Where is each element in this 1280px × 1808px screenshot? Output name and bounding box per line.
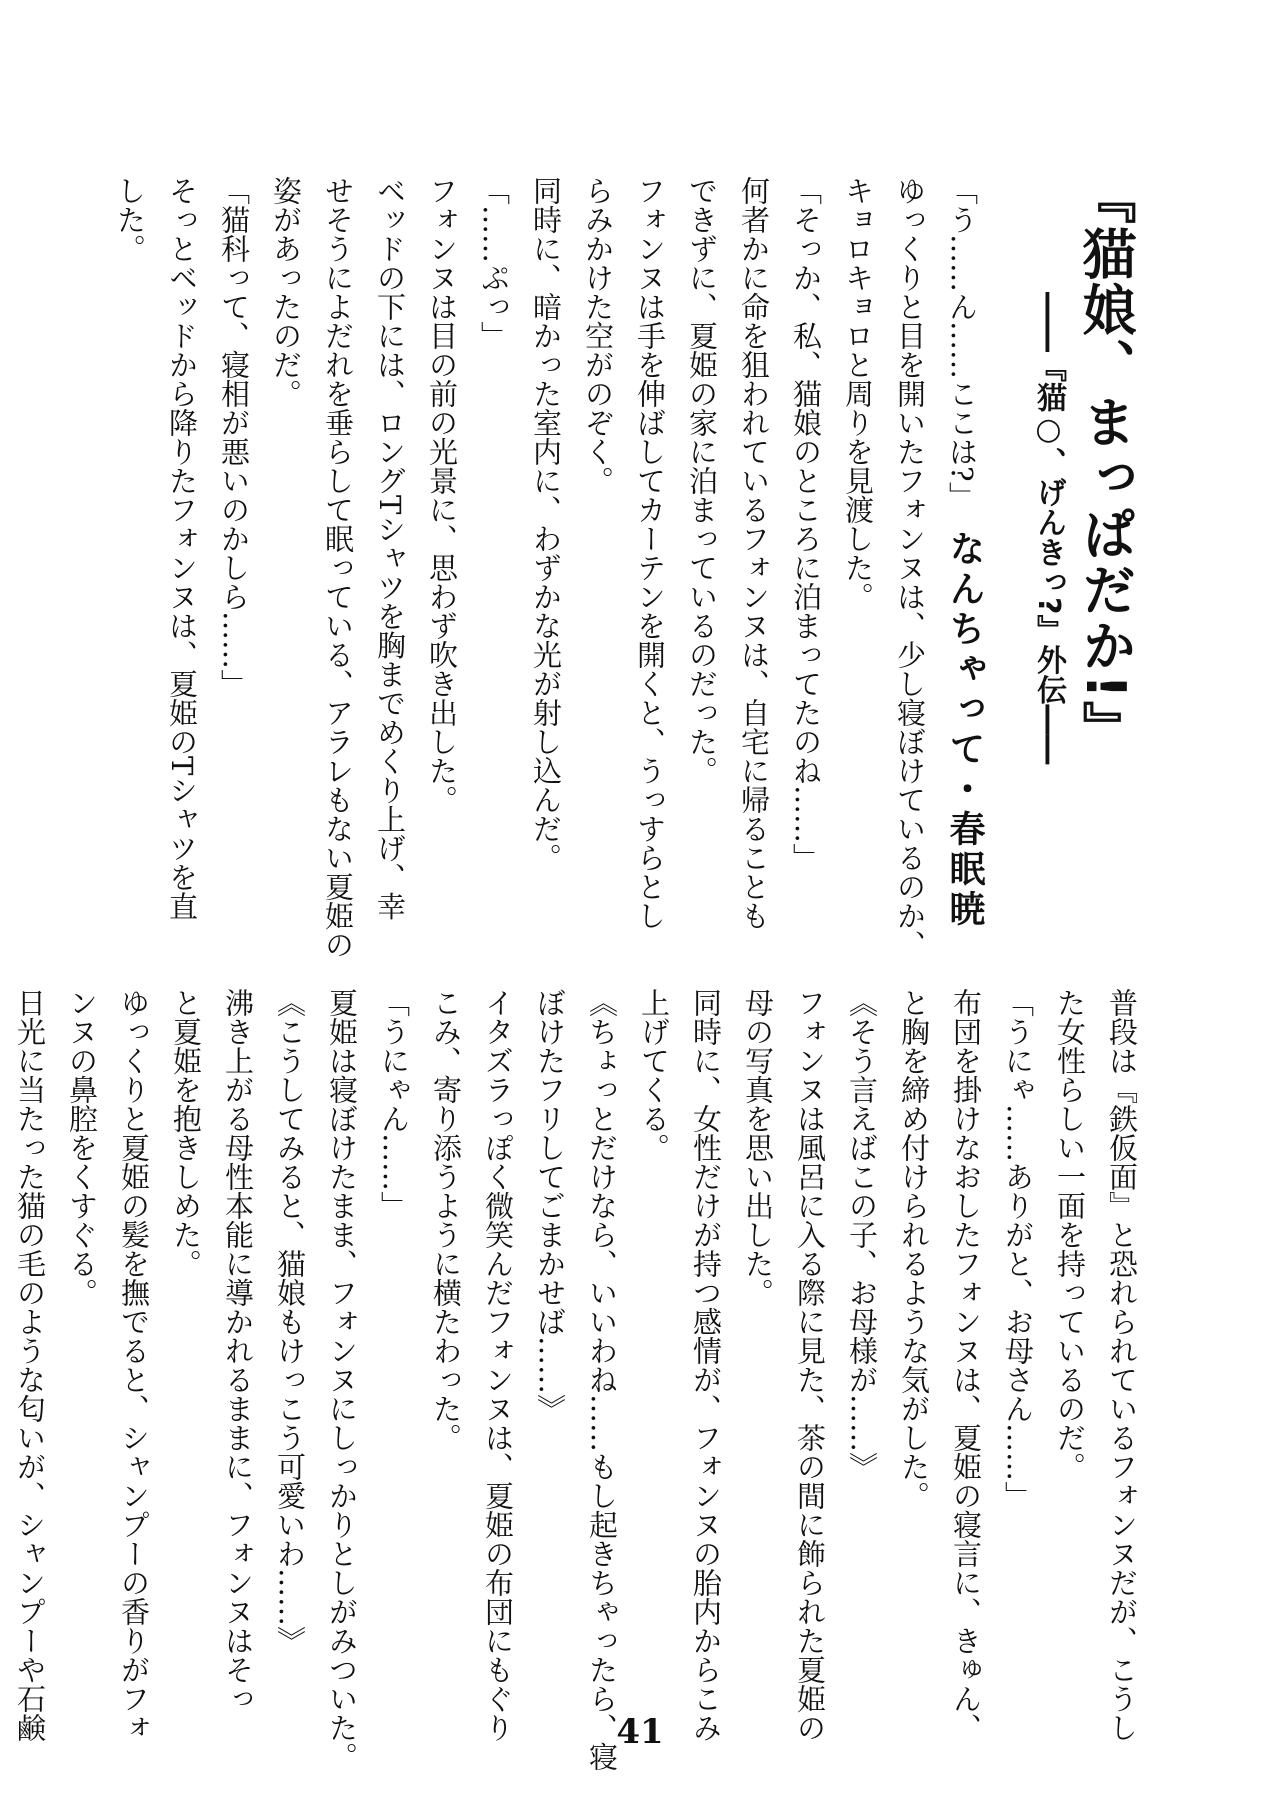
story-subtitle: ――『猫○、げんきっ?』外伝―― <box>1031 292 1066 765</box>
text-line: と夏姫を抱きしめた。 <box>169 988 203 1278</box>
text-line: 《そう言えばこの子、お母様が……》 <box>845 988 879 1481</box>
text-line: らみかけた空がのぞく。 <box>581 176 615 495</box>
text-line: 「……ぷっ」 <box>477 176 511 350</box>
text-line: 「猫科って、寝相が悪いのかしら……」 <box>217 176 251 698</box>
text-line: 日光に当たった猫の毛のような匂いが、シャンプーや石鹸 <box>13 988 47 1742</box>
text-line: 沸き上がる母性本能に導かれるままに、フォンヌはそっ <box>221 988 255 1713</box>
text-line <box>0 988 4 1678</box>
upper-text-block <box>104 176 988 959</box>
text-line: 《こうしてみると、猫娘もけっこう可愛いわ……》 <box>273 988 307 1655</box>
text-line: 「うにゃ……ありがと、お母さん……」 <box>1001 988 1035 1510</box>
text-line: ゆっくりと夏姫の髪を撫でると、シャンプーの香りがフォ <box>117 988 151 1742</box>
text-line: 「そっか、私、猫娘のところに泊まってたのね……」 <box>789 176 823 872</box>
text-line: フォンヌは手を伸ばしてカーテンを開くと、うっすらとし <box>633 176 667 930</box>
text-line: イタズラっぽく微笑んだフォンヌは、夏姫の布団にもぐり <box>481 988 515 1742</box>
text-line: こみ、寄り添うように横たわった。 <box>429 988 463 1452</box>
text-line: 母の写真を思い出した。 <box>741 988 775 1307</box>
text-line: ぼけたフリしてごまかせば……》 <box>533 988 567 1423</box>
text-line: 「う……ん……ここは?」 <box>945 176 979 511</box>
text-line: 何者かに命を狙われているフォンヌは、自宅に帰ることも <box>737 176 771 930</box>
author-name: なんちゃって・春眠暁 <box>944 530 985 930</box>
text-line: キョロキョロと周りを見渡した。 <box>841 176 875 611</box>
text-line: 普段は『鉄仮面』と恐れられているフォンヌだが、こうし <box>1105 988 1139 1742</box>
text-line: と胸を締め付けられるような気がした。 <box>897 988 931 1510</box>
text-line: できずに、夏姫の家に泊まっているのだった。 <box>685 176 719 785</box>
text-line: 上げてくる。 <box>637 988 671 1162</box>
text-line: そっとベッドから降りたフォンヌは、夏姫のTシャツを直 <box>165 176 199 921</box>
text-line: た女性らしい一面を持っているのだ。 <box>1053 988 1087 1481</box>
text-line: フォンヌは風呂に入る際に見た、茶の間に飾られた夏姫の <box>793 988 827 1742</box>
text-line: 「うにゃん……」 <box>377 988 411 1220</box>
text-line: ベッドの下には、ロングTシャツを胸までめくり上げ、幸 <box>373 176 407 921</box>
text-line: 夏姫は寝ぼけたまま、フォンヌにしっかりとしがみついた。 <box>325 988 359 1771</box>
text-line: 姿があったのだ。 <box>269 176 303 408</box>
text-line: 同時に、暗かった室内に、わずかな光が射し込んだ。 <box>529 176 563 872</box>
text-line: せそうによだれを垂らして眠っている、アラレもない夏姫の <box>321 176 355 959</box>
text-line: した。 <box>113 176 147 263</box>
text-line: 同時に、女性だけが持つ感情が、フォンヌの胎内からこみ <box>689 988 723 1742</box>
page-number: 41 <box>616 1712 664 1752</box>
text-line: 《ちょっとだけなら、いいわね……もし起きちゃったら、寝 <box>585 988 619 1771</box>
text-line: ゆっくりと目を開いたフォンヌは、少し寝ぼけているのか、 <box>893 176 927 959</box>
text-line: 布団を掛けなおしたフォンヌは、夏姫の寝言に、きゅん、 <box>949 988 983 1742</box>
text-line: ンヌの鼻腔をくすぐる。 <box>65 988 99 1307</box>
text-line: フォンヌは目の前の光景に、思わず吹き出した。 <box>425 176 459 814</box>
story-title: 『猫娘、まっぱだか!』 <box>1074 170 1137 757</box>
